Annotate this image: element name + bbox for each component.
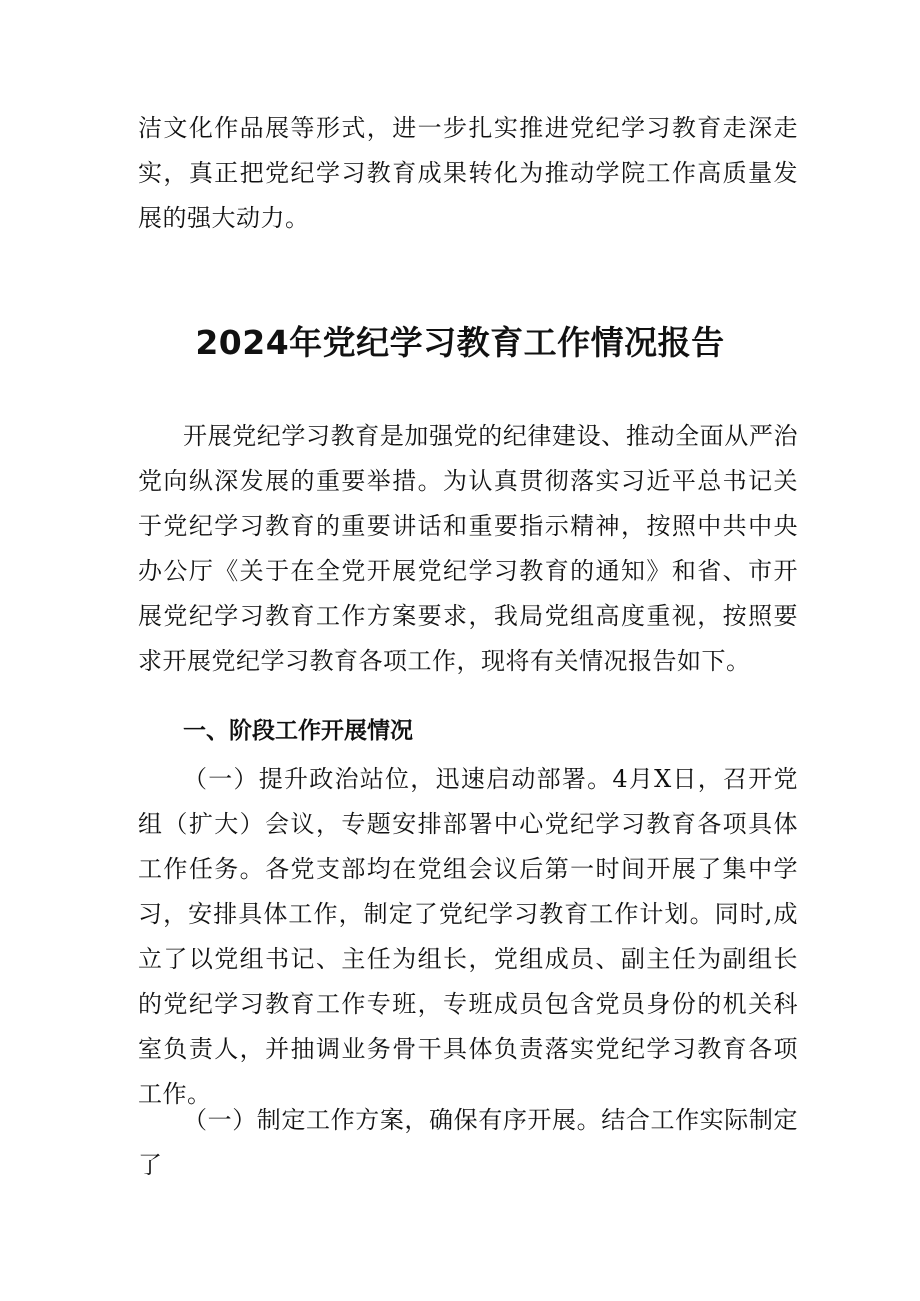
section-heading: 一、阶段工作开展情况 xyxy=(183,718,413,744)
subsection-paragraph-2: （一）制定工作方案，确保有序开展。结合工作实际制定了 xyxy=(138,1106,798,1179)
document-title: 2024年党纪学习教育工作情况报告 xyxy=(195,323,725,362)
continuation-paragraph: 洁文化作品展等形式，进一步扎实推进党纪学习教育走深走实，真正把党纪学习教育成果转化为推动学院工作高质量发展的强大动力。 xyxy=(138,114,798,232)
intro-paragraph: 开展党纪学习教育是加强党的纪律建设、推动全面从严治党向纵深发展的重要举措。为认真贯彻落实习近平总书记关于党纪学习教育的重要讲话和重要指示精神，按照中共中央办公厅《关于在全党开展党纪学习教育的通知》和省、市开展党纪学习教育工作方案要求，我局党组高度重视，按照要求开展党纪学习教育各项工作，现将有关情况报告如下。 xyxy=(138,422,798,675)
subsection-paragraph-1: （一）提升政治站位，迅速启动部署。4月X日，召开党组（扩大）会议，专题安排部署中心党纪学习教育各项具体工作任务。各党支部均在党组会议后第一时间开展了集中学习，安排具体工作，制定了党纪学习教育工作计划。同时,成立了以党组书记、主任为组长，党组成员、副主任为副组长的党纪学习教育工作专班，专班成员包含党员身份的机关科室负责人，并抽调业务骨干具体负责落实党纪学习教育各项工作。 xyxy=(138,765,798,1108)
